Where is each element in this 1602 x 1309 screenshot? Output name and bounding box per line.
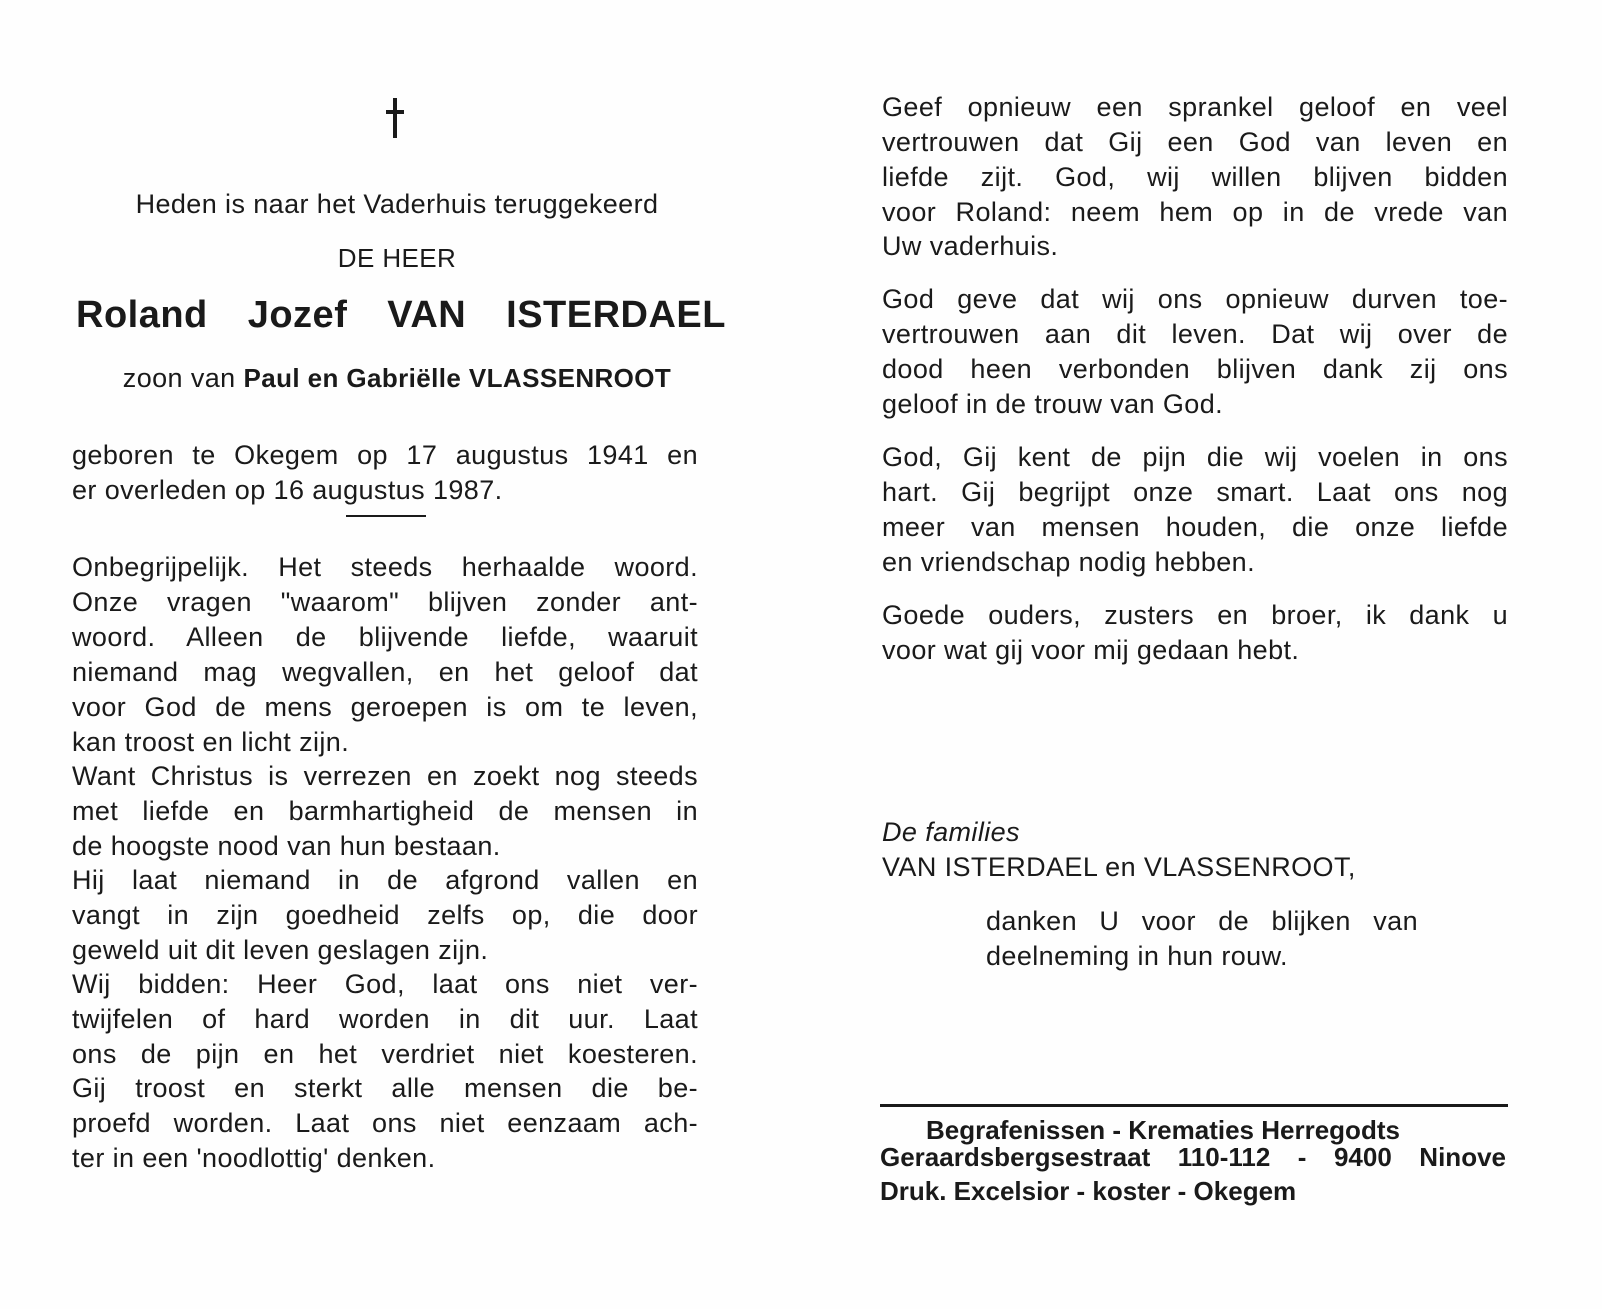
divider — [346, 515, 426, 517]
prayer-line: vertrouwen dat Gij een God van leven en — [882, 127, 1508, 157]
prayer-line: God geve dat wij ons opnieuw durven toe- — [882, 284, 1508, 314]
body-line: Wij bidden: Heer God, laat ons niet ver- — [72, 969, 698, 999]
printer-line: Druk. Excelsior - koster - Okegem — [880, 1176, 1297, 1206]
intro-text: Heden is naar het Vaderhuis teruggekeerd — [135, 189, 659, 219]
body-line: Onbegrijpelijk. Het steeds herhaalde woord. — [72, 552, 698, 582]
body-line: geweld uit dit leven geslagen zijn. — [72, 935, 489, 965]
thanks-line: danken U voor de blijken van — [986, 906, 1418, 936]
prayer-line: Geef opnieuw een sprankel geloof en veel — [882, 92, 1508, 122]
cross-icon — [386, 98, 404, 138]
prayer-line: liefde zijt. God, wij willen blijven bidden — [882, 162, 1508, 192]
body-line: Want Christus is verrezen en zoekt nog steeds — [72, 761, 698, 791]
deceased-name: Roland Jozef VAN ISTERDAEL — [76, 294, 726, 336]
prayer-line: Uw vaderhuis. — [882, 231, 1059, 261]
body-line: vangt in zijn goedheid zelfs op, die door — [72, 900, 698, 930]
prayer-line: Goede ouders, zusters en broer, ik dank u — [882, 600, 1508, 630]
prayer-line: en vriendschap nodig hebben. — [882, 547, 1255, 577]
body-line: Gij troost en sterkt alle mensen die be- — [72, 1073, 698, 1103]
parents-names: Paul en Gabriëlle VLASSENROOT — [243, 363, 672, 393]
body-line: proefd worden. Laat ons niet eenzaam ach- — [72, 1108, 698, 1138]
prayer-line: God, Gij kent de pijn die wij voelen in ons — [882, 442, 1508, 472]
son-of-prefix: zoon van — [122, 363, 236, 393]
body-line: voor God de mens geroepen is om te leven, — [72, 692, 698, 722]
prayer-line: voor wat gij voor mij gedaan hebt. — [882, 635, 1300, 665]
son-of-line — [88, 360, 706, 396]
title-prefix: DE HEER — [337, 243, 457, 273]
body-line: ter in een 'noodlottig' denken. — [72, 1143, 436, 1173]
body-line: kan troost en licht zijn. — [72, 727, 350, 757]
body-line: met liefde en barmhartigheid de mensen in — [72, 796, 698, 826]
body-line: Hij laat niemand in de afgrond vallen en — [72, 865, 698, 895]
address-line: Geraardsbergsestraat 110-112 - 9400 Ninove — [880, 1142, 1506, 1172]
birth-line-1: geboren te Okegem op 17 augustus 1941 en — [72, 440, 698, 470]
body-line: woord. Alleen de blijvende liefde, waaruit — [72, 622, 698, 652]
prayer-line: meer van mensen houden, die onze liefde — [882, 512, 1508, 542]
footer-rule — [880, 1104, 1508, 1107]
body-line: twijfelen of hard worden in dit uur. Laat — [72, 1004, 698, 1034]
funeral-home-line: Begrafenissen - Krematies Herregodts — [926, 1115, 1400, 1145]
prayer-line: voor Roland: neem hem op in de vrede van — [882, 197, 1508, 227]
birth-line-2: er overleden op 16 augustus 1987. — [72, 475, 503, 505]
body-line: de hoogste nood van hun bestaan. — [72, 831, 501, 861]
prayer-line: dood heen verbonden blijven dank zij ons — [882, 354, 1508, 384]
families-label: De families — [882, 817, 1020, 847]
prayer-line: vertrouwen aan dit leven. Dat wij over de — [882, 319, 1508, 349]
body-line: ons de pijn en het verdriet niet koesteren. — [72, 1039, 698, 1069]
thanks-line: deelneming in hun rouw. — [986, 941, 1288, 971]
families-names: VAN ISTERDAEL en VLASSENROOT, — [882, 852, 1356, 882]
prayer-line: geloof in de trouw van God. — [882, 389, 1224, 419]
body-line: niemand mag wegvallen, en het geloof dat — [72, 657, 698, 687]
prayer-line: hart. Gij begrijpt onze smart. Laat ons nog — [882, 477, 1508, 507]
body-line: Onze vragen "waarom" blijven zonder ant- — [72, 587, 698, 617]
